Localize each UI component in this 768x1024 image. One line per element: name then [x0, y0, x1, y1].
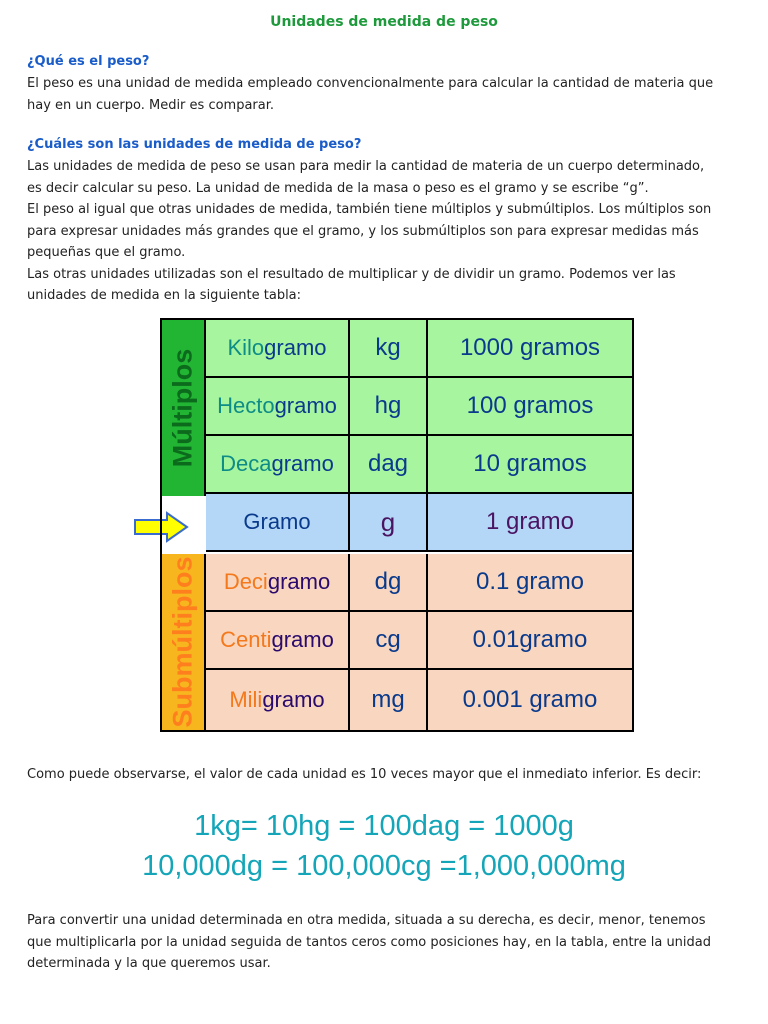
paragraph-3: Como puede observarse, el valor de cada unidad es 10 veces mayor que el inmediato inferior. Es decir: [27, 767, 702, 782]
paragraph-2-line-4: para expresar unidades más grandes que el gramo, y los submúltiplos son para expresar medidas más [27, 223, 699, 239]
equation-line-2: 10,000dg = 100,000cg =1,000,000mg [142, 850, 626, 882]
unit-value-cell: 1 gramo [485, 508, 575, 535]
unit-base: gramo [264, 335, 327, 360]
paragraph-2-line-7: unidades de medida en la siguiente tabla: [27, 288, 302, 303]
paragraph-1-line-2: hay en un cuerpo. Medir es comparar. [27, 97, 275, 113]
paragraph-4-line-3: determinada y la que queremos usar. [27, 956, 271, 971]
unit-prefix: Centi [220, 627, 272, 652]
table-row-decigramo [206, 554, 632, 612]
submultiples-band [162, 554, 206, 730]
table-row-decagramo [206, 436, 632, 494]
unit-value-cell: 0.1 gramo [475, 568, 585, 595]
units-table [160, 318, 634, 732]
unit-name-cell [206, 554, 350, 610]
paragraph-2-line-2: es decir calcular su peso. La unidad de medida de la masa o peso es el gramo y se escribe “g”. [27, 180, 649, 196]
unit-value-cell: 1000 gramos [459, 334, 601, 361]
unit-name-cell [206, 320, 350, 376]
unit-base: gramo [262, 687, 325, 712]
table-row-kilogramo [206, 320, 632, 378]
paragraph-2-line-3: El peso al igual que otras unidades de medida, también tiene múltiplos y submúltiplos. Los múltiplos son [27, 202, 712, 217]
unit-name-cell: Gramo [206, 494, 350, 550]
unit-symbol-cell: g [350, 494, 428, 550]
unit-name-cell [206, 436, 350, 492]
unit-value-cell: 0.01gramo [472, 626, 588, 653]
unit-symbol-cell: hg [350, 378, 428, 434]
paragraph-4 [27, 910, 743, 975]
table-row-hectogramo [206, 378, 632, 436]
paragraph-2-line-1: Las unidades de medida de peso se usan para medir la cantidad de materia de un cuerpo determinado, [27, 159, 705, 174]
unit-prefix: Hecto [217, 393, 275, 418]
submultiples-label: Submúltiplos [167, 556, 198, 728]
unit-prefix: Deca [220, 451, 272, 476]
unit-name-cell [206, 670, 350, 730]
unit-symbol-cell: cg [350, 612, 428, 668]
unit-base: gramo [267, 569, 331, 594]
unit-symbol-cell: dag [350, 436, 428, 492]
equation-line-1: 1kg= 10hg = 100dag = 1000g [194, 810, 574, 842]
unit-base: gramo [271, 451, 334, 476]
unit-value-cell: 100 gramos [466, 392, 594, 419]
table-row-gramo [206, 494, 632, 552]
table-row-centigramo [206, 612, 632, 670]
unit-base: gramo [271, 627, 334, 652]
multiples-label: Múltiplos [167, 348, 198, 468]
unit-value-cell: 10 gramos [473, 450, 587, 477]
unit-prefix: Deci [223, 569, 268, 594]
unit-name-cell [206, 378, 350, 434]
paragraph-2-line-6: Las otras unidades utilizadas son el resultado de multiplicar y de dividir un gramo. Podemos ver las [27, 266, 676, 282]
unit-name-cell [206, 612, 350, 668]
paragraph-4-line-2: que multiplicarla por la unidad seguida de tantos ceros como posiciones hay, en la tabla, entre la unidad [27, 934, 711, 950]
unit-value-cell: 0.001 gramo [462, 686, 598, 713]
unit-symbol-cell: kg [350, 320, 428, 376]
paragraph-1-line-1: El peso es una unidad de medida empleado convencionalmente para calcular la cantidad de materia que [27, 76, 714, 91]
paragraph-1 [27, 73, 743, 116]
table-row-miligramo [206, 670, 632, 730]
paragraph-4-line-1: Para convertir una unidad determinada en otra medida, situada a su derecha, es decir, menor, tenemos [27, 913, 706, 928]
unit-base: gramo [274, 393, 337, 418]
question-heading-2: ¿Cuáles son las unidades de medida de peso? [27, 137, 362, 152]
unit-symbol-cell: mg [350, 670, 428, 730]
page-title: Unidades de medida de peso [270, 14, 498, 30]
multiples-band [162, 320, 206, 496]
paragraph-2 [27, 156, 743, 307]
unit-prefix: Kilo [227, 335, 265, 360]
unit-symbol-cell: dg [350, 554, 428, 610]
unit-prefix: Mili [229, 687, 263, 712]
question-heading-1: ¿Qué es el peso? [27, 54, 150, 69]
paragraph-2-line-5: pequeñas que el gramo. [27, 245, 186, 260]
